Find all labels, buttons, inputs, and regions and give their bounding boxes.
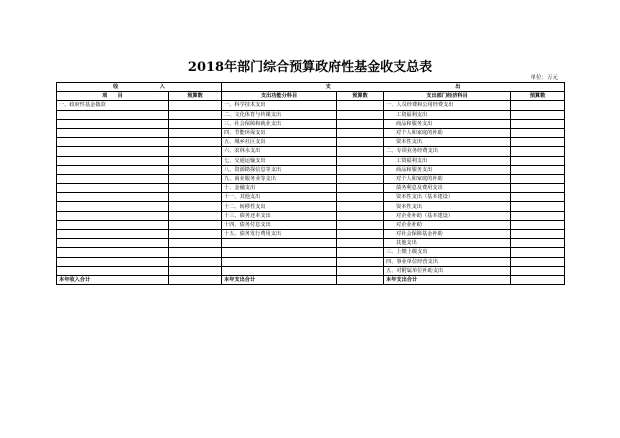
income-item-cell: [57, 174, 169, 183]
func-subject-cell: 二、文化体育与传媒支出: [222, 110, 337, 119]
income-budget-cell: [169, 211, 222, 220]
func-subject-cell: 七、交通运输支出: [222, 156, 337, 165]
income-item-cell: [57, 230, 169, 239]
econ-subject-cell: 债务利息及费用支出: [384, 184, 511, 193]
income-item-cell: [57, 138, 169, 147]
func-budget-cell: [337, 184, 384, 193]
table-row: [57, 138, 565, 147]
econ-budget-cell: [511, 101, 565, 110]
income-item-cell: [57, 220, 169, 229]
econ-budget-cell: [511, 147, 565, 156]
func-subject-cell: 十一、其他支出: [222, 193, 337, 202]
func-budget-cell: [337, 156, 384, 165]
econ-budget-cell: [511, 128, 565, 137]
econ-subject-cell: 其他支出: [384, 239, 511, 248]
income-budget-cell: [169, 230, 222, 239]
func-budget-cell: [337, 248, 384, 257]
econ-budget-cell: [511, 119, 565, 128]
func-budget-cell: [337, 110, 384, 119]
func-budget-cell: [337, 119, 384, 128]
econ-subject-cell: 商品和服务支出: [384, 165, 511, 174]
col-econ-header: 支出部门经济科目: [384, 92, 511, 101]
econ-subject-cell: 一、人员经费和公用经费支出: [384, 101, 511, 110]
econ-subject-cell: 对企业补助（基本建设）: [384, 211, 511, 220]
func-budget-cell: [337, 165, 384, 174]
table-row: [57, 128, 565, 137]
income-budget-cell: [169, 220, 222, 229]
table-row: [57, 101, 565, 110]
col-budget-header-1: 预算数: [169, 92, 222, 101]
econ-budget-cell: [511, 211, 565, 220]
income-item-cell: [57, 184, 169, 193]
func-subject-cell: [222, 266, 337, 275]
table-row: [57, 147, 565, 156]
table-row: [57, 110, 565, 119]
income-budget-cell: [169, 138, 222, 147]
econ-subject-cell: 对社会保障基金补助: [384, 230, 511, 239]
expense-header: 支 出: [222, 83, 565, 92]
func-total-value: [337, 275, 384, 284]
income-item-cell: [57, 239, 169, 248]
income-item-cell: [57, 156, 169, 165]
budget-table: [56, 82, 565, 285]
econ-budget-cell: [511, 156, 565, 165]
econ-budget-cell: [511, 174, 565, 183]
table-row: [57, 184, 565, 193]
econ-budget-cell: [511, 220, 565, 229]
econ-subject-cell: 资本性支出（基本建设）: [384, 193, 511, 202]
econ-total-label: 本年支出合计: [384, 275, 511, 284]
econ-subject-cell: 工资福利支出: [384, 110, 511, 119]
func-budget-cell: [337, 257, 384, 266]
income-item-cell: [57, 128, 169, 137]
econ-subject-cell: 三、上缴上级支出: [384, 248, 511, 257]
income-total-value: [169, 275, 222, 284]
income-budget-cell: [169, 128, 222, 137]
func-subject-cell: 三、社会保障和就业支出: [222, 119, 337, 128]
totals-row: [57, 275, 565, 284]
table-row: [57, 257, 565, 266]
table-row: [57, 165, 565, 174]
income-item-cell: [57, 202, 169, 211]
income-budget-cell: [169, 101, 222, 110]
func-subject-cell: 四、节能环保支出: [222, 128, 337, 137]
income-item-cell: [57, 119, 169, 128]
income-budget-cell: [169, 193, 222, 202]
func-subject-cell: 九、商业服务业等支出: [222, 174, 337, 183]
func-subject-cell: [222, 248, 337, 257]
func-subject-cell: 十、金融支出: [222, 184, 337, 193]
func-subject-cell: 八、资源勘探信息等支出: [222, 165, 337, 174]
table-row: [57, 211, 565, 220]
table-row: [57, 119, 565, 128]
func-subject-cell: 六、农林水支出: [222, 147, 337, 156]
income-budget-cell: [169, 184, 222, 193]
col-budget-header-3: 预算数: [511, 92, 565, 101]
income-item-cell: [57, 110, 169, 119]
income-budget-cell: [169, 248, 222, 257]
econ-budget-cell: [511, 202, 565, 211]
econ-subject-cell: 资本性支出: [384, 138, 511, 147]
func-total-label: 本年支出合计: [222, 275, 337, 284]
table-row: [57, 239, 565, 248]
table-row: [57, 156, 565, 165]
func-budget-cell: [337, 220, 384, 229]
col-item-header: 项 目: [57, 92, 169, 101]
income-item-cell: [57, 165, 169, 174]
econ-budget-cell: [511, 110, 565, 119]
table-row: [57, 193, 565, 202]
econ-budget-cell: [511, 193, 565, 202]
econ-subject-cell: 五、对附属单位补助支出: [384, 266, 511, 275]
func-subject-cell: 十四、债务付息支出: [222, 220, 337, 229]
func-subject-cell: [222, 239, 337, 248]
econ-budget-cell: [511, 184, 565, 193]
income-item-cell: [57, 211, 169, 220]
econ-budget-cell: [511, 230, 565, 239]
econ-subject-cell: 对企业补助: [384, 220, 511, 229]
func-budget-cell: [337, 266, 384, 275]
econ-budget-cell: [511, 138, 565, 147]
econ-budget-cell: [511, 165, 565, 174]
econ-subject-cell: 对个人和家庭的补助: [384, 128, 511, 137]
income-budget-cell: [169, 110, 222, 119]
income-budget-cell: [169, 257, 222, 266]
income-item-cell: [57, 248, 169, 257]
income-budget-cell: [169, 202, 222, 211]
income-budget-cell: [169, 147, 222, 156]
table-row: [57, 266, 565, 275]
page-title: 2018年部门综合预算政府性基金收支总表: [187, 60, 433, 75]
table-row: [57, 174, 565, 183]
func-budget-cell: [337, 138, 384, 147]
func-budget-cell: [337, 174, 384, 183]
income-budget-cell: [169, 156, 222, 165]
econ-subject-cell: 对个人和家庭的补助: [384, 174, 511, 183]
income-budget-cell: [169, 174, 222, 183]
func-subject-cell: 十三、债务还本支出: [222, 211, 337, 220]
econ-total-value: [511, 275, 565, 284]
income-item-cell: [57, 257, 169, 266]
econ-subject-cell: 商品和服务支出: [384, 119, 511, 128]
income-item-cell: [57, 193, 169, 202]
econ-budget-cell: [511, 248, 565, 257]
func-budget-cell: [337, 128, 384, 137]
econ-subject-cell: 二、专项业务经费支出: [384, 147, 511, 156]
func-budget-cell: [337, 230, 384, 239]
income-total-label: 本年收入合计: [57, 275, 169, 284]
econ-budget-cell: [511, 257, 565, 266]
econ-budget-cell: [511, 266, 565, 275]
func-subject-cell: 五、城乡社区支出: [222, 138, 337, 147]
income-item-cell: [57, 266, 169, 275]
income-budget-cell: [169, 239, 222, 248]
header-row-section: [57, 83, 565, 92]
func-subject-cell: 十五、债务发行费用支出: [222, 230, 337, 239]
table-row: [57, 230, 565, 239]
func-budget-cell: [337, 193, 384, 202]
income-item-cell: 一、政府性基金拨款: [57, 101, 169, 110]
table-row: [57, 202, 565, 211]
econ-budget-cell: [511, 239, 565, 248]
col-func-header: 支出功能分科目: [222, 92, 337, 101]
income-item-cell: [57, 147, 169, 156]
econ-subject-cell: 工资福利支出: [384, 156, 511, 165]
income-budget-cell: [169, 165, 222, 174]
income-budget-cell: [169, 266, 222, 275]
func-subject-cell: [222, 257, 337, 266]
func-subject-cell: 十二、转移性支出: [222, 202, 337, 211]
func-budget-cell: [337, 101, 384, 110]
table-row: [57, 220, 565, 229]
income-budget-cell: [169, 119, 222, 128]
func-budget-cell: [337, 202, 384, 211]
header-row-columns: [57, 92, 565, 101]
col-budget-header-2: 预算数: [337, 92, 384, 101]
func-budget-cell: [337, 211, 384, 220]
income-header: 收 入: [57, 83, 222, 92]
func-budget-cell: [337, 239, 384, 248]
econ-subject-cell: 资本性支出: [384, 202, 511, 211]
econ-subject-cell: 四、事业单位经营支出: [384, 257, 511, 266]
unit-label: 单位：万元: [530, 75, 558, 81]
table-row: [57, 248, 565, 257]
func-budget-cell: [337, 147, 384, 156]
func-subject-cell: 一、科学技术支出: [222, 101, 337, 110]
